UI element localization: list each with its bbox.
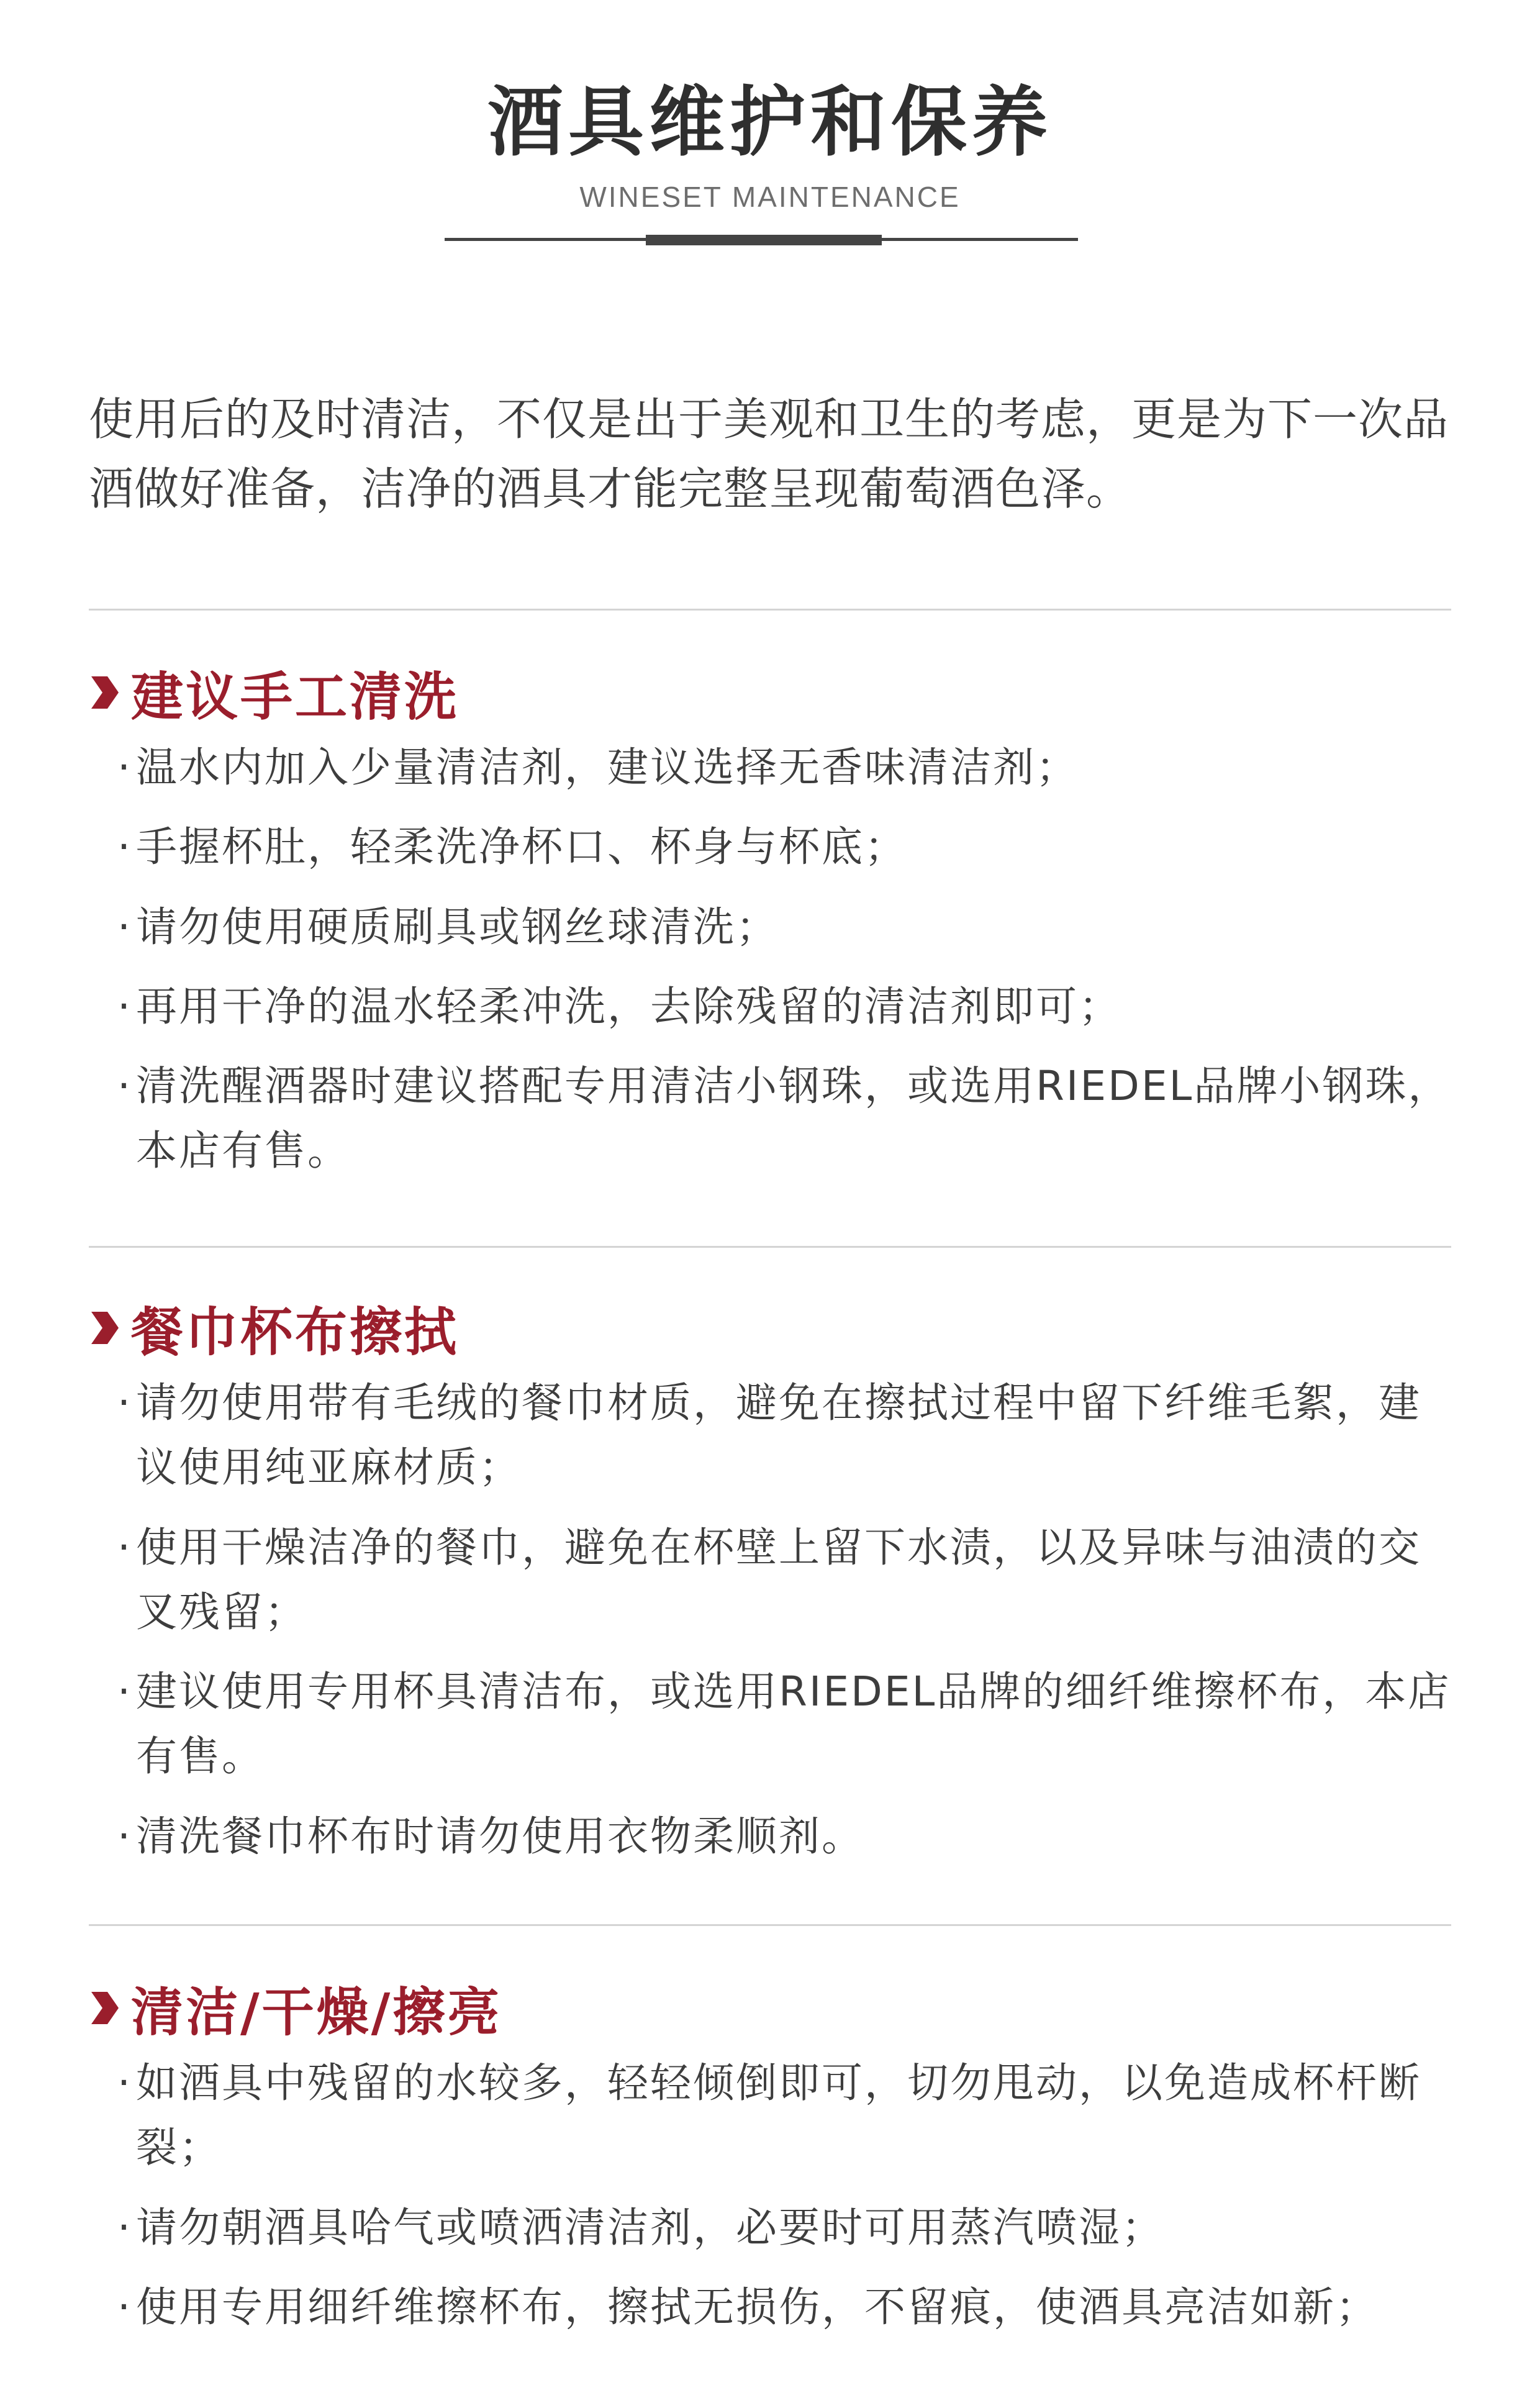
item-text: 使用专用细纤维擦杯布，擦拭无损伤，不留痕，使酒具亮洁如新；	[136, 2283, 1379, 2331]
list-item	[89, 1660, 1455, 1789]
item-text: 建议使用专用杯具清洁布，或选用RIEDEL品牌的细纤维擦杯布，本店有售。	[136, 1668, 1451, 1781]
section-title: 餐巾杯布擦拭	[131, 1301, 460, 1363]
section-clean-dry-polish	[89, 1974, 1455, 2355]
list-item	[89, 1804, 1455, 1869]
chevron-right-icon	[89, 1989, 120, 2027]
item-text: 请勿使用硬质刷具或钢丝球清洗；	[136, 902, 779, 951]
section-divider	[89, 1246, 1451, 1248]
page-header	[0, 78, 1540, 214]
bullet: ·	[117, 1668, 132, 1716]
section-title: 建议手工清洗	[131, 666, 460, 727]
section-divider	[89, 1924, 1451, 1926]
item-text: 请勿朝酒具哈气或喷洒清洁剂，必要时可用蒸汽喷湿；	[136, 2203, 1164, 2251]
section-heading	[89, 658, 1455, 727]
section-hand-wash	[89, 658, 1455, 1199]
section-napkin-wipe	[89, 1294, 1455, 1884]
list-item	[89, 895, 1455, 960]
list-item	[89, 815, 1455, 879]
list-item	[89, 735, 1455, 800]
item-text: 清洗餐巾杯布时请勿使用衣物柔顺剂。	[136, 1812, 864, 1860]
bullet: ·	[117, 902, 132, 951]
section-title: 清洁/干燥/擦亮	[131, 1981, 502, 2043]
bullet: ·	[117, 1379, 132, 1427]
bullet: ·	[117, 1062, 132, 1111]
page-subtitle: WINESET MAINTENANCE	[579, 181, 961, 214]
bullet: ·	[117, 2059, 132, 2107]
section-heading	[89, 1974, 1455, 2042]
list-item	[89, 974, 1455, 1039]
page-title: 酒具维护和保养	[487, 78, 1053, 166]
item-list	[89, 2051, 1455, 2340]
list-item	[89, 1371, 1455, 1501]
list-item	[89, 1054, 1455, 1184]
bullet: ·	[117, 2283, 132, 2331]
item-text: 使用干燥洁净的餐巾，避免在杯壁上留下水渍，以及异味与油渍的交叉残留；	[136, 1523, 1421, 1636]
item-text: 清洗醒酒器时建议搭配专用清洁小钢珠，或选用RIEDEL品牌小钢珠，本店有售。	[136, 1062, 1451, 1175]
item-text: 温水内加入少量清洁剂，建议选择无香味清洁剂；	[136, 743, 1079, 791]
item-list	[89, 1371, 1455, 1869]
item-text: 请勿使用带有毛绒的餐巾材质，避免在擦拭过程中留下纤维毛絮，建议使用纯亚麻材质；	[136, 1379, 1421, 1492]
item-text: 手握杯肚，轻柔洗净杯口、杯身与杯底；	[136, 823, 907, 871]
chevron-right-icon	[89, 1309, 120, 1347]
bullet: ·	[117, 982, 132, 1030]
bullet: ·	[117, 2203, 132, 2251]
item-text: 如酒具中残留的水较多，轻轻倾倒即可，切勿甩动，以免造成杯杆断裂；	[136, 2059, 1421, 2172]
chevron-right-icon	[89, 674, 120, 711]
item-list	[89, 735, 1455, 1184]
item-text: 再用干净的温水轻柔冲洗，去除残留的清洁剂即可；	[136, 982, 1121, 1030]
intro-paragraph: 使用后的及时清洁，不仅是出于美观和卫生的考虑，更是为下一次品酒做好准备，洁净的酒具才能完整呈现葡萄酒色泽。	[89, 393, 1449, 515]
list-item	[89, 2196, 1455, 2260]
bullet: ·	[117, 1523, 132, 1571]
section-divider	[89, 609, 1451, 611]
list-item	[89, 1515, 1455, 1645]
list-item	[89, 2051, 1455, 2181]
bullet: ·	[117, 1812, 132, 1860]
bullet: ·	[117, 823, 132, 871]
title-underline-accent	[646, 235, 882, 245]
section-heading	[89, 1294, 1455, 1362]
list-item	[89, 2275, 1455, 2340]
bullet: ·	[117, 743, 132, 791]
